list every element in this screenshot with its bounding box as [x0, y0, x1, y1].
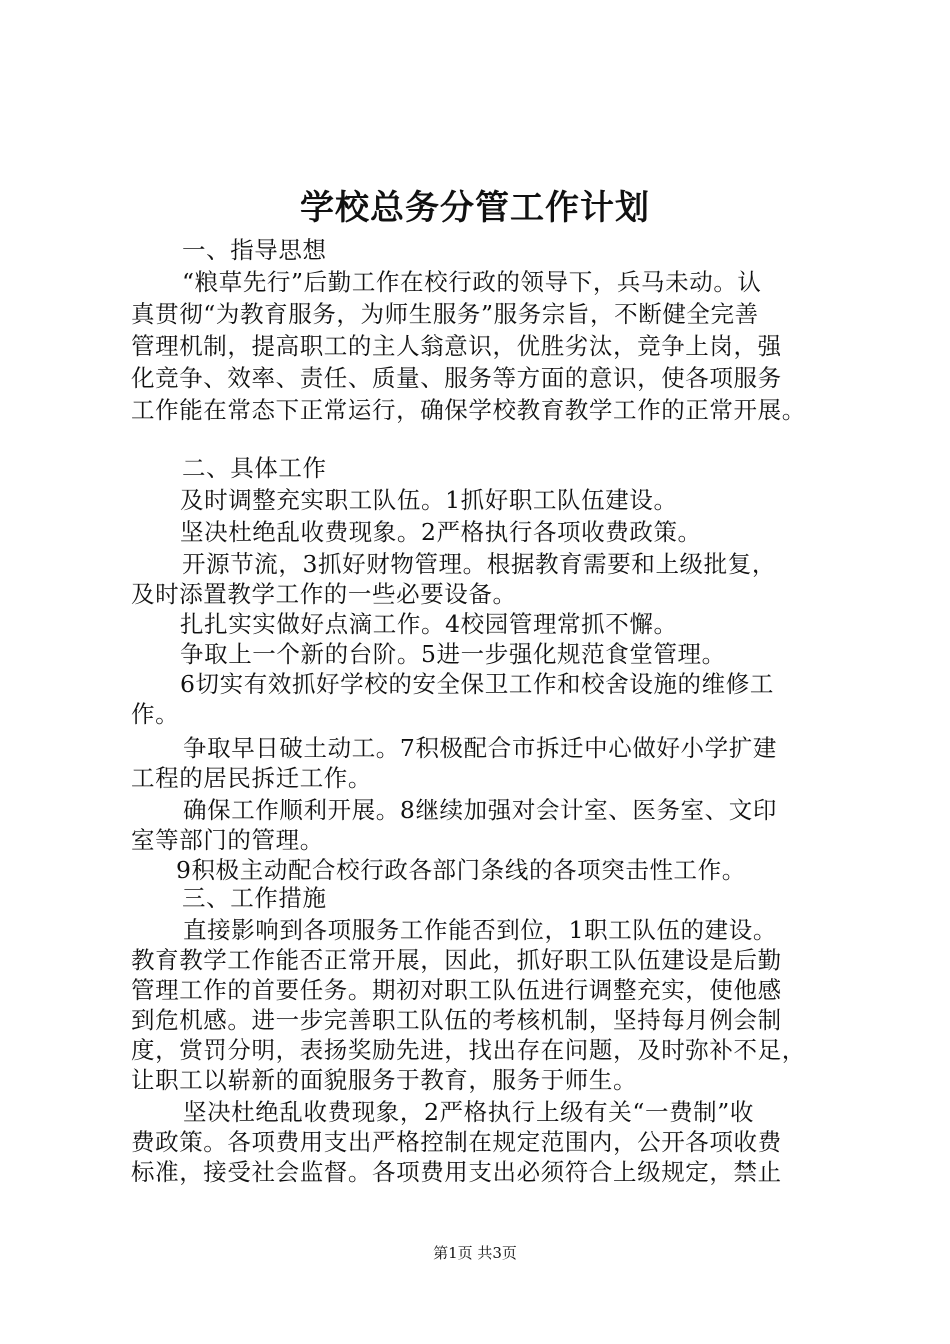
text-line: 及时添置教学工作的一些必要设备。 [131, 580, 517, 608]
text-line: 争取早日破土动工。7积极配合市拆迁中心做好小学扩建 [183, 734, 777, 762]
text-line: 及时调整充实职工队伍。1抓好职工队伍建设。 [180, 486, 678, 514]
text-line: 坚决杜绝乱收费现象。2严格执行各项收费政策。 [180, 518, 702, 546]
section-heading: 一、指导思想 [182, 236, 327, 264]
text-line: 争取上一个新的台阶。5进一步强化规范食堂管理。 [180, 640, 726, 668]
text-line: 度，赏罚分明，表扬奖励先进，找出存在问题，及时弥补不足， [131, 1036, 806, 1064]
text-line: 室等部门的管理。 [131, 826, 324, 854]
section-heading: 三、工作措施 [182, 884, 327, 912]
page-number-footer: 第1页 共3页 [433, 1244, 517, 1262]
text-line: 9积极主动配合校行政各部门条线的各项突击性工作。 [176, 856, 746, 884]
text-line: 坚决杜绝乱收费现象，2严格执行上级有关“一费制”收 [183, 1098, 754, 1126]
section-heading: 二、具体工作 [182, 454, 327, 482]
text-line: 直接影响到各项服务工作能否到位，1职工队伍的建设。 [183, 916, 777, 944]
text-line: 确保工作顺利开展。8继续加强对会计室、医务室、文印 [183, 796, 777, 824]
text-line: 让职工以崭新的面貌服务于教育，服务于师生。 [131, 1066, 638, 1094]
document-title: 学校总务分管工作计划 [300, 188, 650, 228]
text-line: “粮草先行”后勤工作在校行政的领导下，兵马未动。认 [182, 268, 762, 296]
text-line: 费政策。各项费用支出严格控制在规定范围内，公开各项收费 [131, 1128, 782, 1156]
text-line: 扎扎实实做好点滴工作。4校园管理常抓不懈。 [180, 610, 678, 638]
text-line: 6切实有效抓好学校的安全保卫工作和校舍设施的维修工 [180, 670, 774, 698]
text-line: 到危机感。进一步完善职工队伍的考核机制，坚持每月例会制 [131, 1006, 782, 1034]
text-line: 标准，接受社会监督。各项费用支出必须符合上级规定，禁止 [131, 1158, 782, 1186]
text-line: 开源节流，3抓好财物管理。根据教育需要和上级批复， [182, 550, 776, 578]
text-line: 教育教学工作能否正常开展，因此，抓好职工队伍建设是后勤 [131, 946, 782, 974]
text-line: 管理工作的首要任务。期初对职工队伍进行调整充实，使他感 [131, 976, 782, 1004]
text-line: 作。 [131, 700, 180, 728]
text-line: 化竞争、效率、责任、质量、服务等方面的意识，使各项服务 [131, 364, 782, 392]
text-line: 管理机制，提高职工的主人翁意识，优胜劣汰，竞争上岗，强 [131, 332, 782, 360]
text-line: 工作能在常态下正常运行，确保学校教育教学工作的正常开展。 [131, 396, 806, 424]
text-line: 工程的居民拆迁工作。 [131, 764, 372, 792]
text-line: 真贯彻“为教育服务，为师生服务”服务宗旨，不断健全完善 [131, 300, 759, 328]
